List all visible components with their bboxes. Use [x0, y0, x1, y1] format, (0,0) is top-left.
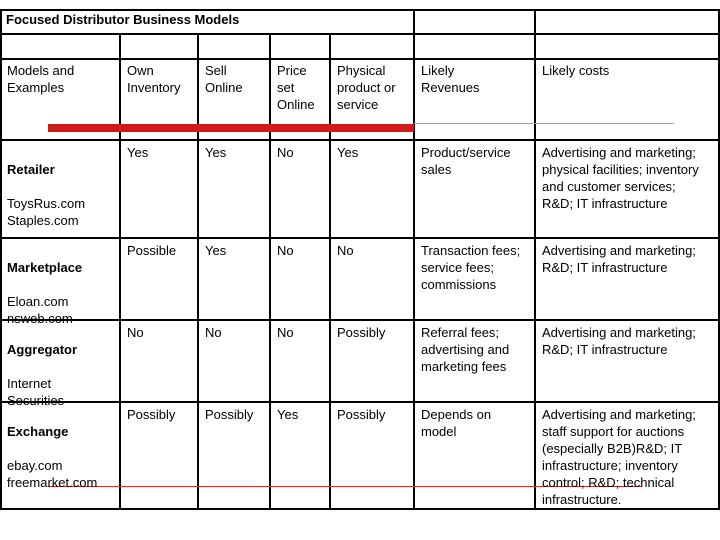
row-model-name: Exchange: [7, 424, 69, 439]
cell-own-inventory: No: [127, 325, 144, 340]
cell-physical: Yes: [337, 145, 359, 160]
cell-physical: Possibly: [337, 325, 386, 340]
cell-revenues: Depends on model: [421, 407, 492, 439]
row-model-name: Retailer: [7, 162, 55, 177]
cell-sell-online: Possibly: [205, 407, 254, 422]
cell-costs: Advertising and marketing; physical facilities; inventory and customer services; R&D; IT infrastructure: [542, 145, 699, 211]
cell-sell-online: Yes: [205, 243, 227, 258]
rule-header-bottom: [0, 139, 720, 141]
cell-physical: Possibly: [337, 407, 386, 422]
rule-row3-bottom: [0, 401, 720, 403]
cell-costs: Advertising and marketing; staff support for auctions (especially B2B)R&D; IT infrastructure; inventory control; R&D; technical infrastructure.: [542, 407, 696, 507]
rule-col-revenues: [413, 9, 415, 510]
rule-col-physical: [329, 33, 331, 510]
cell-price-set: Yes: [277, 407, 299, 422]
rule-row2-bottom: [0, 319, 720, 321]
cell-costs: Advertising and marketing; R&D; IT infrastructure: [542, 243, 696, 275]
row-model-examples: Eloan.com nsweb.com: [7, 294, 73, 326]
header-own-inventory: Own Inventory: [127, 63, 181, 95]
cell-own-inventory: Possible: [127, 243, 177, 258]
rule-row1-bottom: [0, 237, 720, 239]
cell-price-set: No: [277, 145, 294, 160]
table-title: Focused Distributor Business Models: [6, 12, 240, 27]
cell-price-set: No: [277, 325, 294, 340]
row-model-examples: ToysRus.com Staples.com: [7, 196, 86, 228]
row-model-name: Marketplace: [7, 260, 83, 275]
rule-col-price: [269, 33, 271, 510]
cell-own-inventory: Yes: [127, 145, 149, 160]
header-costs: Likely costs: [542, 63, 610, 78]
rule-top: [0, 9, 720, 11]
header-revenues: Likely Revenues: [421, 63, 480, 95]
header-physical: Physical product or service: [337, 63, 396, 112]
table-row: [7, 144, 85, 246]
rule-header-top: [0, 58, 720, 60]
rule-col-costs: [534, 9, 536, 510]
cell-sell-online: Yes: [205, 145, 227, 160]
cell-revenues: Transaction fees; service fees; commissions: [421, 243, 521, 292]
header-price-set: Price set Online: [277, 63, 315, 112]
cell-sell-online: No: [205, 325, 222, 340]
row-model-name: Aggregator: [7, 342, 78, 357]
cell-revenues: Product/service sales: [421, 145, 511, 177]
table-row: [7, 406, 97, 508]
cell-own-inventory: Possibly: [127, 407, 176, 422]
cell-revenues: Referral fees; advertising and marketing fees: [421, 325, 510, 374]
cell-costs: Advertising and marketing; R&D; IT infrastructure: [542, 325, 696, 357]
rule-left: [0, 9, 2, 510]
rule-col-inventory: [119, 33, 121, 510]
cell-physical: No: [337, 243, 354, 258]
header-model: Models and Examples: [7, 63, 75, 95]
red-accent-bar: [48, 124, 414, 132]
rule-bottom: [0, 508, 720, 510]
cell-price-set: No: [277, 243, 294, 258]
row-model-examples: ebay.com freemarket.com: [7, 458, 98, 490]
rule-title-bottom: [0, 33, 720, 35]
header-sell-online: Sell Online: [205, 63, 243, 95]
rule-col-sell: [197, 33, 199, 510]
gray-accent-line: [414, 123, 674, 124]
row-model-examples: Internet Securities: [7, 376, 65, 408]
